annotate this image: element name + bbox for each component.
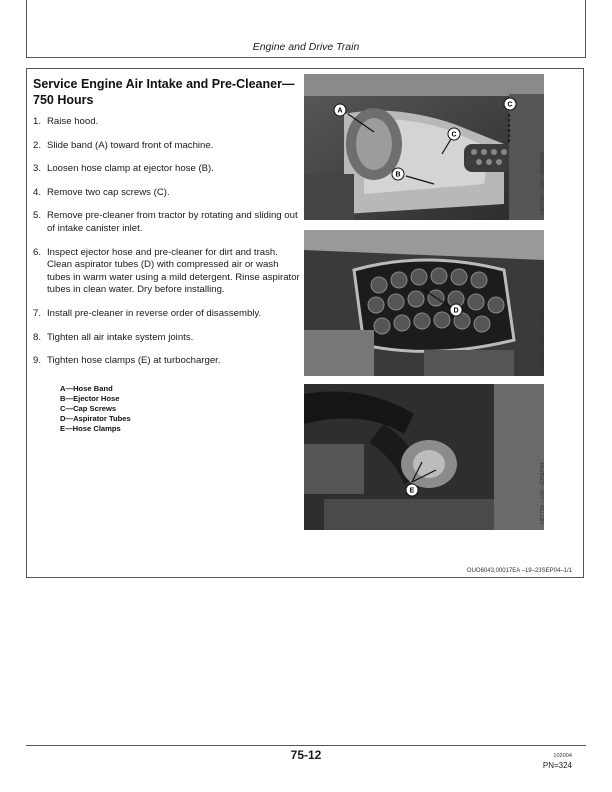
step-number: 3.: [33, 163, 42, 175]
callout-legend: [60, 384, 131, 434]
step-text: Tighten all air intake system joints.: [47, 331, 194, 343]
procedure-steps: [33, 116, 301, 379]
step-item: [33, 247, 301, 297]
step-item: [33, 140, 301, 153]
legend-item: B—Ejector Hose: [60, 394, 120, 403]
section-title-line1: Service Engine Air Intake and Pre-Cleaner—: [33, 77, 295, 91]
callout-b: B: [395, 171, 401, 179]
header-divider: [26, 57, 586, 58]
step-text: Tighten hose clamps (E) at turbocharger.: [47, 355, 221, 367]
callout-e: E: [409, 487, 415, 495]
step-text: Loosen hose clamp at ejector hose (B).: [47, 163, 214, 175]
step-item: [33, 163, 301, 176]
step-number: 8.: [33, 331, 42, 343]
step-item: [33, 116, 301, 129]
photo-aspirator-tubes-image: [304, 230, 544, 376]
legend-item: A—Hose Band: [60, 384, 113, 393]
step-text: Inspect ejector hose and pre-cleaner for dirt and trash. Clean aspirator tubes (D) with compressed air or wash tubes in warm water using a mild detergent. Rinse aspirator tubes in clean water. Dry before installing.: [47, 246, 300, 296]
step-number: 6.: [33, 246, 42, 258]
photo-aspirator-tubes: [304, 230, 544, 376]
section-title-line2: 750 Hours: [33, 93, 94, 107]
step-text: Install pre-cleaner in reverse order of disassembly.: [47, 307, 262, 319]
running-header: Engine and Drive Train: [252, 41, 360, 53]
photo-id-text: N57739 —UN—20SEP04: [540, 462, 546, 524]
footer-divider: [26, 745, 586, 746]
step-item: [33, 355, 301, 368]
callout-c: C: [507, 101, 513, 109]
photo-id-text: N57738 —UN—20SEP04: [540, 308, 546, 370]
photo-air-intake-image: [304, 74, 544, 220]
step-item: [33, 308, 301, 321]
legend-item: D—Aspirator Tubes: [60, 414, 131, 423]
photo-id-text: N57737 —UN—20SEP04: [540, 152, 546, 214]
step-number: 2.: [33, 139, 42, 151]
step-text: Raise hood.: [47, 116, 99, 127]
section-title: [33, 76, 295, 108]
step-item: [33, 210, 301, 235]
document-reference: OUO6043,00017EA –19–23SEP04–1/1: [466, 568, 572, 574]
step-text: Remove two cap screws (C).: [47, 186, 170, 198]
step-number: 9.: [33, 355, 42, 367]
print-date: 102004: [553, 753, 572, 759]
step-number: 7.: [33, 307, 42, 319]
step-item: [33, 332, 301, 345]
step-number: 1.: [33, 116, 42, 127]
callout-a: A: [337, 107, 343, 115]
step-text: Remove pre-cleaner from tractor by rotating and sliding out of intake canister inlet.: [47, 210, 298, 234]
callout-c: C: [451, 131, 457, 139]
step-number: 4.: [33, 186, 42, 198]
step-item: [33, 187, 301, 200]
photo-air-intake: [304, 74, 544, 220]
step-text: Slide band (A) toward front of machine.: [47, 139, 214, 151]
legend-item: E—Hose Clamps: [60, 424, 121, 433]
photo-turbocharger-clamps: [304, 384, 544, 530]
photo-turbocharger-clamps-image: [304, 384, 544, 530]
legend-item: C—Cap Screws: [60, 404, 117, 413]
pn-number: PN=324: [542, 761, 572, 770]
step-number: 5.: [33, 210, 42, 222]
callout-d: D: [453, 307, 459, 315]
page-number: 75-12: [290, 748, 322, 762]
